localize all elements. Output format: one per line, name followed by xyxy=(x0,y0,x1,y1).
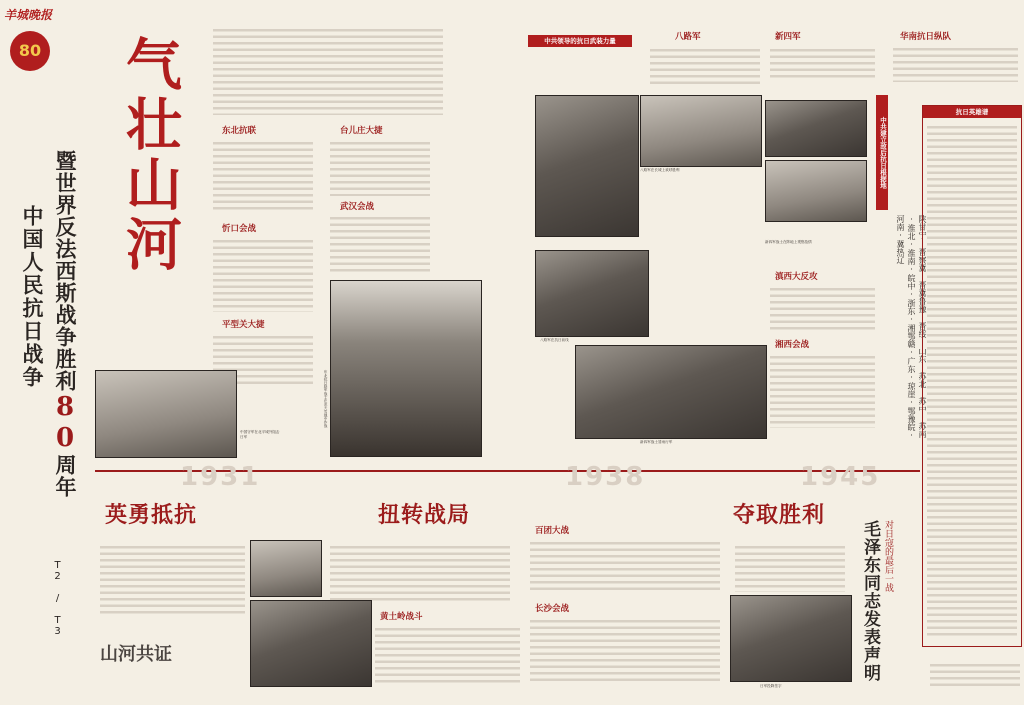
caption-photo2: 东北抗日联军战士在冰天雪地中作战 xyxy=(324,370,328,428)
base-area: 浙东 xyxy=(907,299,916,315)
photo-great-wall xyxy=(535,95,639,237)
caption-photo6: 新四军战士冒雨行军 xyxy=(640,440,673,444)
base-area: 晋察冀 xyxy=(918,248,927,272)
taierzhuang-text xyxy=(330,138,430,196)
section-huanan: 华南抗日纵队 xyxy=(900,32,952,42)
caption-photo9: 日军投降签字 xyxy=(760,684,782,688)
base-area: 湘鄂赣 xyxy=(907,324,916,348)
huanan-text xyxy=(893,44,1018,82)
base-area: 苏中 xyxy=(918,397,927,413)
subtitle-line2: 中国人民抗日战争 xyxy=(20,205,45,389)
photo-rain-march xyxy=(765,160,867,222)
baituan-text xyxy=(530,538,720,593)
photo-stage2 xyxy=(250,600,372,687)
huangtuling-text xyxy=(375,624,520,684)
page-label: T2 / T3 xyxy=(52,560,63,637)
wuhan-text xyxy=(330,213,430,273)
base-area: 淮北 xyxy=(907,224,916,240)
caption-photo3: 八路军在长城上欢呼胜利 xyxy=(640,168,680,172)
photo-defenders xyxy=(95,370,237,458)
photo-new-fourth-army xyxy=(765,100,867,157)
masthead xyxy=(4,6,68,76)
photo-soldier-binoculars xyxy=(330,280,482,457)
section-xiangxi: 湘西会战 xyxy=(775,340,810,350)
anniversary-number: 80 xyxy=(50,392,80,454)
subtitle-line1: 暨世界反法西斯战争胜利80周年 xyxy=(50,150,80,498)
base-area: 苏北 xyxy=(918,372,927,388)
side-banner: 中共建立敌后抗日根据地 xyxy=(876,95,888,210)
base-areas: 陕甘宁·晋察冀·晋冀鲁豫·晋绥·山东·苏北·苏中·苏南·淮北·淮南·皖中·浙东·湘鄂赣·广东·琼崖·鄂豫皖·河南·冀热辽 xyxy=(896,215,927,440)
anniversary-badge xyxy=(10,31,50,71)
section-dongbei: 东北抗联 xyxy=(222,126,257,136)
caption-photo4: 新四军战士在阵地上观察敌情 xyxy=(765,240,812,244)
section-pingxingguan: 平型关大捷 xyxy=(222,320,265,330)
base-area: 广东 xyxy=(907,357,916,373)
section-wuhan: 武汉会战 xyxy=(340,202,375,212)
heroes-text xyxy=(927,122,1017,637)
base-area: 淮南 xyxy=(907,249,916,265)
base-area: 鄂豫皖 xyxy=(907,407,916,431)
base-area: 晋冀鲁豫 xyxy=(918,281,927,313)
intro-text xyxy=(213,25,443,115)
xinkou-text xyxy=(213,236,313,312)
section-baituan: 百团大战 xyxy=(535,526,570,536)
party-banner: 中共领导的抗日武装力量 xyxy=(528,35,632,47)
photo-troops xyxy=(640,95,762,167)
footer-bar xyxy=(930,660,1020,690)
yanxi-text xyxy=(770,284,875,330)
section-yanhuanjian: 滇西大反攻 xyxy=(775,272,818,282)
base-area: 冀热辽 xyxy=(896,240,905,264)
photo-stage1 xyxy=(250,540,322,597)
base-area: 苏南 xyxy=(918,422,927,438)
base-area: 山东 xyxy=(918,347,927,363)
section-xinsijun: 新四军 xyxy=(775,32,801,42)
caption-photo5: 八路军在抗日前线 xyxy=(540,338,569,342)
stage-title: 扭转战局 xyxy=(378,502,471,528)
section-changsha: 长沙会战 xyxy=(535,604,570,614)
statement-subtitle: 对日寇的最后一战 xyxy=(883,520,893,592)
baluojun-text xyxy=(650,45,760,85)
paper-name: 羊城晚报 xyxy=(4,8,53,22)
timeline-year: 1938 xyxy=(565,462,646,492)
caption-photo1: 中国守军在北平城外阻击日军 xyxy=(240,430,280,439)
credits-block xyxy=(66,560,92,630)
badge-number: 80 xyxy=(18,41,42,60)
xinsijun-text xyxy=(770,45,875,80)
stage-title: 夺取胜利 xyxy=(733,502,826,528)
timeline-year: 1931 xyxy=(180,462,261,492)
changsha-text xyxy=(530,616,720,681)
statement-title: 毛泽东同志发表声明 xyxy=(860,520,880,682)
section-huangtuling: 黄土岭战斗 xyxy=(380,612,423,622)
base-area: 陕甘宁 xyxy=(918,215,927,239)
section-baluojun: 八路军 xyxy=(675,32,701,42)
section-xinkou: 忻口会战 xyxy=(222,224,257,234)
base-area: 琼崖 xyxy=(907,382,916,398)
dongbei-text xyxy=(213,138,313,210)
calligraphy-title: 气壮山河 xyxy=(117,35,183,275)
stage3-text xyxy=(735,542,845,592)
footer-calligraphy: 山河共证 xyxy=(100,644,172,665)
heroes-box xyxy=(922,105,1022,647)
base-area: 皖中 xyxy=(907,274,916,290)
section-taierzhuang: 台儿庄大捷 xyxy=(340,126,383,136)
heroes-box-title: 抗日英雄谱 xyxy=(923,106,1021,118)
stage1-text xyxy=(100,542,245,617)
base-area: 河南 xyxy=(896,215,905,231)
photo-surrender xyxy=(730,595,852,682)
photo-artillery xyxy=(575,345,767,439)
stage2-text xyxy=(330,542,510,602)
photo-battle xyxy=(535,250,649,337)
timeline-year: 1945 xyxy=(800,462,881,492)
stage-title: 英勇抵抗 xyxy=(105,502,198,528)
xiangxi-text xyxy=(770,352,875,428)
base-area: 晋绥 xyxy=(918,322,927,338)
